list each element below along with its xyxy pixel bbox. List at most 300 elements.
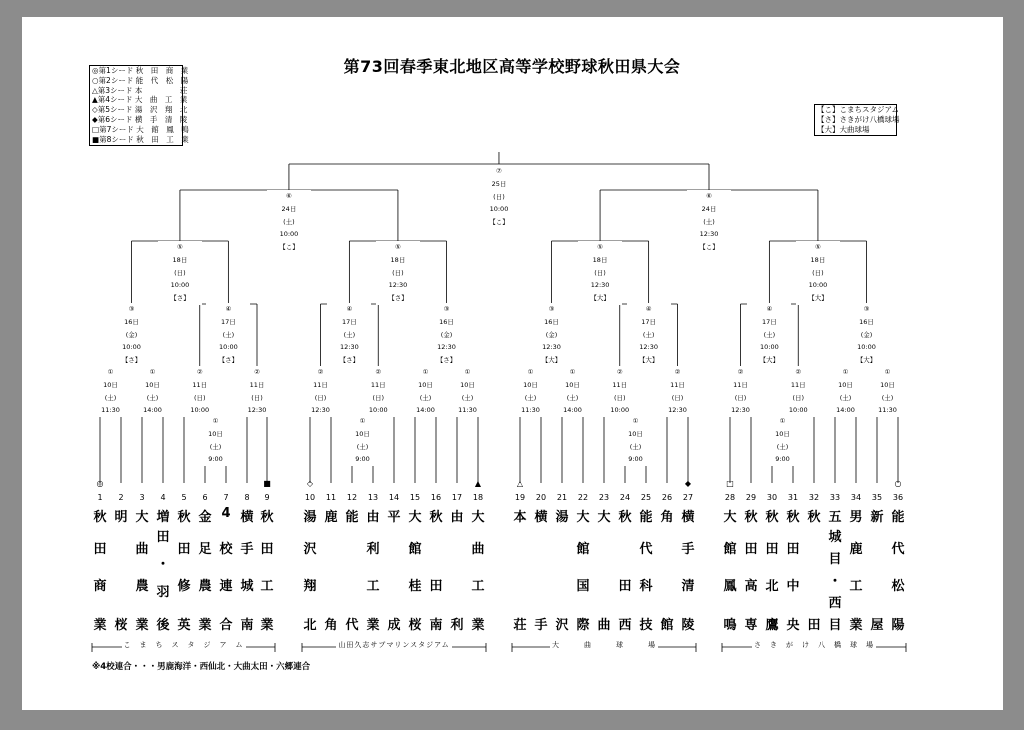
match-day: (日) bbox=[392, 268, 404, 277]
match-round: ② bbox=[317, 368, 324, 376]
team-name-char: 代 bbox=[891, 542, 905, 557]
match-date: 10日 bbox=[838, 380, 853, 389]
team-name-char: 鳴 bbox=[723, 618, 737, 633]
team-name-char: 田 bbox=[260, 542, 274, 557]
team-name-char: 桜 bbox=[408, 618, 422, 633]
match-round: ① bbox=[422, 368, 429, 376]
team-name-char: 由 bbox=[450, 510, 464, 525]
match-info bbox=[719, 366, 763, 417]
match-info bbox=[158, 241, 202, 305]
venue-group-label: 山田久志サブマリンスタジアム bbox=[338, 641, 450, 649]
team-name-char: 田 bbox=[744, 542, 758, 557]
match-info bbox=[656, 366, 700, 417]
match-round: ⑥ bbox=[706, 192, 712, 200]
match-time: 12:30 bbox=[311, 406, 330, 415]
match-round: ① bbox=[107, 368, 114, 376]
seed-mark: ◇ bbox=[306, 479, 314, 488]
match-info bbox=[446, 366, 490, 417]
match-date: 17日 bbox=[641, 317, 657, 326]
match-time: 11:30 bbox=[521, 406, 540, 415]
match-time: 12:30 bbox=[668, 406, 687, 415]
team-name-char: 工 bbox=[471, 579, 485, 594]
match-round: ② bbox=[795, 368, 802, 376]
legend-item: ◇第5シード 湯 沢 翔 北 bbox=[92, 105, 188, 115]
seed-mark: ◎ bbox=[96, 479, 104, 488]
footnote: ※4校連合・・・男鹿海洋・西仙北・大曲太田・六郷連合 bbox=[92, 662, 311, 672]
match-day: (土) bbox=[356, 442, 369, 451]
match-info bbox=[477, 165, 521, 229]
team-name-char: 館 bbox=[723, 542, 737, 557]
team-number: 1 bbox=[97, 493, 103, 502]
team-name-char: 曲 bbox=[135, 542, 149, 557]
match-venue: 【さ】 bbox=[218, 356, 239, 365]
venue-group bbox=[100, 640, 267, 650]
team-name-char: 増 bbox=[156, 510, 170, 525]
match-round: ② bbox=[616, 368, 623, 376]
match-date: 11日 bbox=[192, 380, 208, 389]
match-info bbox=[341, 415, 385, 466]
team-name-char: 館 bbox=[576, 542, 590, 557]
match-time: 9:00 bbox=[208, 455, 223, 464]
team-name-char: ・ bbox=[156, 557, 170, 572]
match-round: ⑥ bbox=[286, 192, 292, 200]
team-name-char: 新 bbox=[870, 510, 884, 525]
match-round: ① bbox=[884, 368, 891, 376]
team-name-char: 湯 bbox=[555, 510, 569, 525]
team-number: 31 bbox=[787, 493, 799, 502]
match-date: 11日 bbox=[790, 380, 806, 389]
match-date: 10日 bbox=[145, 380, 160, 389]
match-venue: 【こ】 bbox=[279, 243, 299, 252]
match-info bbox=[327, 303, 371, 367]
team-name-char: 秋 bbox=[177, 510, 191, 525]
match-day: (日) bbox=[372, 393, 385, 402]
match-info bbox=[866, 366, 910, 417]
match-day: (土) bbox=[222, 330, 235, 339]
match-round: ⑤ bbox=[177, 243, 183, 251]
team-number: 32 bbox=[808, 493, 820, 502]
legend-item: ◎第1シード 秋 田 商 業 bbox=[92, 66, 189, 75]
match-round: ① bbox=[779, 417, 786, 425]
match-info bbox=[614, 415, 658, 466]
team-name-char: 手 bbox=[681, 542, 695, 557]
match-date: 16日 bbox=[859, 317, 874, 326]
match-day: (日) bbox=[193, 393, 206, 402]
team-name-char: 田 bbox=[618, 579, 632, 594]
match-round: ① bbox=[464, 368, 471, 376]
team-name-char: 湯 bbox=[303, 510, 317, 525]
team-name-char: 秋 bbox=[786, 510, 800, 525]
match-round: ① bbox=[359, 417, 366, 425]
team-number: 30 bbox=[766, 493, 778, 502]
match-day: (土) bbox=[763, 330, 776, 339]
team-name-char: 田 bbox=[93, 542, 107, 557]
team-name-char: 鳳 bbox=[723, 579, 737, 594]
match-date: 10日 bbox=[775, 429, 790, 438]
match-day: (日) bbox=[493, 192, 505, 201]
team-name-char: 高 bbox=[744, 579, 758, 594]
match-round: ① bbox=[527, 368, 534, 376]
team-name-char: 秋 bbox=[765, 510, 779, 525]
team-name-char: 陵 bbox=[681, 618, 695, 633]
team-number: 23 bbox=[598, 493, 610, 502]
match-day: (金) bbox=[440, 330, 453, 339]
seed-mark: ■ bbox=[263, 479, 271, 488]
match-date: 11日 bbox=[733, 380, 748, 389]
team-number: 3 bbox=[139, 493, 145, 502]
match-info bbox=[376, 241, 420, 305]
match-time: 12:30 bbox=[388, 281, 408, 290]
match-venue: 【さ】 bbox=[436, 356, 457, 365]
team-name-char: 手 bbox=[534, 618, 548, 633]
match-time: 14:00 bbox=[416, 406, 435, 415]
match-venue: 【こ】 bbox=[489, 218, 509, 227]
match-round: ⑤ bbox=[395, 243, 401, 251]
team-name-char: 横 bbox=[240, 510, 254, 525]
match-date: 11日 bbox=[313, 380, 328, 389]
team-number: 2 bbox=[118, 493, 124, 502]
team-name-char: 田 bbox=[786, 542, 800, 557]
match-venue: 【さ】 bbox=[121, 356, 142, 365]
team-name-char: 北 bbox=[303, 618, 317, 633]
match-time: 9:00 bbox=[775, 455, 790, 464]
team-name-char: 合 bbox=[219, 618, 233, 633]
team-name-char: 鹿 bbox=[849, 542, 863, 557]
team-name-char: 足 bbox=[198, 542, 212, 557]
match-day: (土) bbox=[146, 393, 159, 402]
team-number: 14 bbox=[388, 493, 400, 502]
team-name-char: 科 bbox=[639, 579, 653, 594]
seed-mark: ○ bbox=[894, 479, 902, 488]
match-time: 10:00 bbox=[170, 281, 190, 290]
team-name-char: 桜 bbox=[114, 618, 128, 633]
match-info bbox=[299, 366, 343, 417]
team-name-char: 角 bbox=[324, 618, 338, 633]
match-round: ① bbox=[149, 368, 156, 376]
match-time: 10:00 bbox=[219, 343, 238, 352]
match-time: 10:00 bbox=[760, 343, 779, 352]
match-date: 10日 bbox=[418, 380, 433, 389]
match-day: (土) bbox=[283, 217, 295, 226]
match-day: (日) bbox=[594, 268, 606, 277]
team-number: 34 bbox=[850, 493, 862, 502]
match-day: (日) bbox=[671, 393, 684, 402]
team-name-char: 商 bbox=[93, 579, 107, 594]
team-name-char: 目 bbox=[828, 618, 842, 633]
team-name-char: 大 bbox=[471, 510, 485, 525]
team-name-char: 荘 bbox=[513, 618, 527, 633]
team-name-char: 沢 bbox=[555, 618, 569, 633]
match-round: ⑤ bbox=[815, 243, 821, 251]
match-day: (土) bbox=[419, 393, 432, 402]
venue-group-label: さ き が け 八 橋 球 場 bbox=[754, 641, 874, 649]
team-name-char: 館 bbox=[660, 618, 674, 633]
venue-legend bbox=[814, 104, 900, 136]
venue-group-label: こ ま ち ス タ ジ ア ム bbox=[123, 641, 244, 649]
match-time: 10:00 bbox=[368, 406, 388, 415]
match-day: (日) bbox=[812, 268, 824, 277]
team-number: 9 bbox=[264, 493, 270, 502]
team-name-char: 男 bbox=[849, 510, 863, 525]
team-number: 10 bbox=[304, 493, 316, 502]
team-name-char: 工 bbox=[366, 579, 380, 594]
match-day: (土) bbox=[881, 393, 894, 402]
seed-mark: □ bbox=[726, 479, 734, 488]
venue-item: 【大】大曲球場 bbox=[817, 125, 870, 134]
match-time: 11:30 bbox=[878, 406, 897, 415]
team-name-char: 英 bbox=[177, 618, 191, 633]
match-info bbox=[110, 303, 154, 367]
team-name-char: 秋 bbox=[618, 510, 632, 525]
match-info bbox=[131, 366, 175, 417]
match-date: 10日 bbox=[103, 380, 118, 389]
match-time: 10:00 bbox=[610, 406, 630, 415]
team-number: 26 bbox=[661, 493, 673, 502]
team-name-char: 修 bbox=[177, 579, 191, 594]
match-time: 12:30 bbox=[731, 406, 750, 415]
team-name-char: 田 bbox=[765, 542, 779, 557]
match-info bbox=[598, 366, 642, 417]
match-date: 25日 bbox=[491, 179, 507, 188]
match-info bbox=[747, 303, 791, 367]
match-round: ④ bbox=[766, 305, 773, 313]
match-date: 10日 bbox=[565, 380, 580, 389]
team-number: 24 bbox=[619, 493, 631, 502]
match-time: 12:30 bbox=[247, 406, 267, 415]
match-date: 16日 bbox=[544, 317, 559, 326]
match-time: 12:30 bbox=[699, 230, 719, 239]
match-time: 14:00 bbox=[143, 406, 162, 415]
team-number: 20 bbox=[535, 493, 547, 502]
team-name-char: 南 bbox=[429, 618, 443, 633]
team-name-char: 業 bbox=[849, 618, 863, 633]
match-date: 10日 bbox=[628, 429, 643, 438]
match-day: (日) bbox=[792, 393, 805, 402]
match-round: ① bbox=[842, 368, 849, 376]
venue-group bbox=[520, 640, 688, 650]
match-date: 16日 bbox=[124, 317, 139, 326]
team-number: 36 bbox=[892, 493, 904, 502]
team-name-char: 業 bbox=[471, 618, 485, 633]
team-name-char: 手 bbox=[240, 542, 254, 557]
match-info bbox=[425, 303, 469, 367]
match-venue: 【さ】 bbox=[170, 294, 190, 303]
team-name-char: ・ bbox=[828, 574, 842, 589]
team-name-char: 農 bbox=[198, 579, 212, 594]
match-date: 10日 bbox=[208, 429, 223, 438]
match-info bbox=[627, 303, 671, 367]
team-number: 7 bbox=[223, 493, 229, 502]
team-number: 11 bbox=[325, 493, 337, 502]
match-time: 10:00 bbox=[122, 343, 141, 352]
match-time: 12:30 bbox=[437, 343, 456, 352]
team-name-char: 陽 bbox=[891, 618, 905, 633]
match-round: ③ bbox=[128, 305, 135, 313]
match-info bbox=[509, 366, 553, 417]
match-round: ② bbox=[674, 368, 681, 376]
match-info bbox=[551, 366, 595, 417]
match-date: 17日 bbox=[220, 317, 236, 326]
match-round: ② bbox=[375, 368, 382, 376]
match-day: (土) bbox=[104, 393, 117, 402]
match-day: (土) bbox=[461, 393, 474, 402]
match-day: (金) bbox=[545, 330, 558, 339]
team-name-char: 業 bbox=[260, 618, 274, 633]
team-name-char: 羽 bbox=[156, 585, 170, 600]
team-name-char: 松 bbox=[891, 579, 905, 594]
team-number: 17 bbox=[451, 493, 463, 502]
match-round: ③ bbox=[548, 305, 555, 313]
match-round: ① bbox=[212, 417, 219, 425]
match-date: 17日 bbox=[761, 317, 777, 326]
match-info bbox=[687, 190, 731, 254]
team-name-char: 専 bbox=[744, 618, 758, 633]
team-name-char: 沢 bbox=[303, 542, 317, 557]
match-time: 9:00 bbox=[355, 455, 370, 464]
team-name-char: 大 bbox=[408, 510, 422, 525]
match-day: (金) bbox=[860, 330, 873, 339]
team-name-char: 田 bbox=[429, 579, 443, 594]
team-name-char: 国 bbox=[576, 579, 590, 594]
match-info bbox=[89, 366, 133, 417]
team-name-char: 曲 bbox=[471, 542, 485, 557]
match-venue: 【こ】 bbox=[699, 243, 719, 252]
team-name-char: 横 bbox=[534, 510, 548, 525]
match-venue: 【大】 bbox=[541, 356, 562, 365]
match-round: ① bbox=[569, 368, 576, 376]
team-name-char: 南 bbox=[240, 618, 254, 633]
team-name-char: 五 bbox=[828, 510, 842, 525]
match-date: 17日 bbox=[341, 317, 357, 326]
match-day: (土) bbox=[839, 393, 852, 402]
match-info bbox=[578, 241, 622, 305]
match-day: (日) bbox=[613, 393, 626, 402]
legend-item: ◆第6シード 横 手 清 陵 bbox=[92, 114, 188, 124]
match-venue: 【大】 bbox=[808, 294, 828, 303]
team-name-char: 工 bbox=[260, 579, 274, 594]
team-number: 25 bbox=[640, 493, 652, 502]
match-date: 24日 bbox=[701, 204, 717, 213]
match-round: ③ bbox=[863, 305, 870, 313]
team-name-char: 農 bbox=[135, 579, 149, 594]
match-venue: 【さ】 bbox=[339, 356, 360, 365]
team-name-char: 中 bbox=[786, 579, 800, 594]
team-name-char: 代 bbox=[639, 542, 653, 557]
match-time: 14:00 bbox=[836, 406, 855, 415]
team-name-char: 4 bbox=[221, 506, 231, 521]
match-date: 18日 bbox=[390, 255, 406, 264]
match-round: ④ bbox=[346, 305, 353, 313]
team-name-char: 西 bbox=[828, 596, 842, 611]
match-venue: 【大】 bbox=[759, 356, 780, 365]
team-name-char: 秋 bbox=[807, 510, 821, 525]
team-number: 18 bbox=[472, 493, 484, 502]
team-number: 21 bbox=[556, 493, 568, 502]
seed-mark: ▲ bbox=[474, 479, 482, 488]
team-name-char: 能 bbox=[891, 510, 905, 525]
match-time: 12:30 bbox=[340, 343, 359, 352]
team-name-char: 曲 bbox=[597, 618, 611, 633]
team-name-char: 明 bbox=[114, 510, 128, 525]
seed-mark: △ bbox=[516, 479, 524, 488]
match-time: 11:30 bbox=[101, 406, 120, 415]
team-name-char: 央 bbox=[786, 618, 800, 633]
team-name-char: 鹿 bbox=[324, 510, 338, 525]
match-time: 10:00 bbox=[808, 281, 828, 290]
match-info bbox=[356, 366, 400, 417]
team-name-char: 清 bbox=[681, 579, 695, 594]
match-day: (土) bbox=[703, 217, 715, 226]
team-name-char: 北 bbox=[765, 579, 779, 594]
match-day: (日) bbox=[174, 268, 186, 277]
match-date: 11日 bbox=[370, 380, 386, 389]
match-round: ⑤ bbox=[597, 243, 603, 251]
team-number: 27 bbox=[682, 493, 694, 502]
match-info bbox=[776, 366, 820, 417]
match-venue: 【大】 bbox=[590, 294, 610, 303]
team-number: 13 bbox=[367, 493, 379, 502]
match-date: 18日 bbox=[172, 255, 188, 264]
match-round: ④ bbox=[645, 305, 652, 313]
team-name-char: 鷹 bbox=[765, 618, 779, 633]
team-number: 5 bbox=[181, 493, 187, 502]
team-name-char: 田 bbox=[177, 542, 191, 557]
team-name-char: 業 bbox=[366, 618, 380, 633]
team-number: 16 bbox=[430, 493, 442, 502]
team-name-char: 工 bbox=[849, 579, 863, 594]
legend-item: ○第2シード 能 代 松 陽 bbox=[92, 75, 189, 85]
match-round: ① bbox=[632, 417, 639, 425]
team-name-char: 利 bbox=[450, 618, 464, 633]
team-number: 29 bbox=[745, 493, 757, 502]
team-name-char: 西 bbox=[618, 618, 632, 633]
legend-item: □第7シード 大 館 鳳 鳴 bbox=[92, 124, 189, 134]
venue-item: 【こ】こまちスタジアム bbox=[817, 105, 899, 114]
match-day: (土) bbox=[642, 330, 655, 339]
match-info bbox=[178, 366, 222, 417]
match-date: 10日 bbox=[355, 429, 370, 438]
team-name-char: 利 bbox=[366, 542, 380, 557]
team-name-char: 後 bbox=[156, 618, 170, 633]
match-date: 10日 bbox=[880, 380, 895, 389]
match-time: 14:00 bbox=[563, 406, 582, 415]
match-round: ③ bbox=[443, 305, 450, 313]
team-name-char: 成 bbox=[387, 618, 401, 633]
match-date: 10日 bbox=[523, 380, 538, 389]
match-time: 10:00 bbox=[489, 205, 509, 214]
match-date: 10日 bbox=[460, 380, 475, 389]
team-name-char: 角 bbox=[660, 510, 674, 525]
team-number: 35 bbox=[871, 493, 883, 502]
match-info bbox=[845, 303, 889, 367]
match-info bbox=[194, 415, 238, 466]
match-info bbox=[267, 190, 311, 254]
team-name-char: 本 bbox=[513, 510, 527, 525]
match-date: 16日 bbox=[439, 317, 454, 326]
match-info bbox=[824, 366, 868, 417]
venue-item: 【さ】さきがけ八橋球場 bbox=[817, 115, 900, 124]
team-name-char: 能 bbox=[639, 510, 653, 525]
seed-mark: ◆ bbox=[684, 479, 692, 488]
team-name-char: 城 bbox=[828, 530, 842, 545]
team-name-char: 能 bbox=[345, 510, 359, 525]
match-venue: 【さ】 bbox=[388, 294, 408, 303]
team-name-char: 金 bbox=[198, 510, 212, 525]
team-name-char: 館 bbox=[408, 542, 422, 557]
match-round: ② bbox=[196, 368, 203, 376]
match-info bbox=[530, 303, 574, 367]
match-day: (土) bbox=[524, 393, 537, 402]
